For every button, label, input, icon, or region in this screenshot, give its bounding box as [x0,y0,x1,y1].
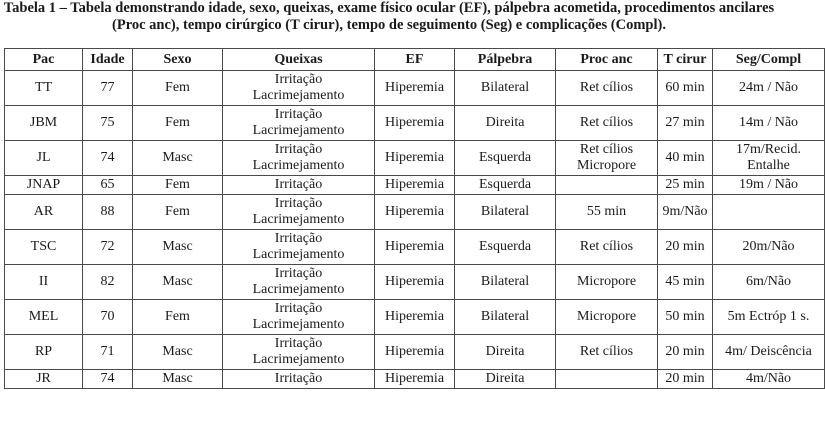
table-row [5,71,825,106]
cell-t-cirur: 25 min [658,176,713,195]
cell-proc-anc: Ret cílios [556,71,658,106]
cell-queixas: Irritação Lacrimejamento [223,71,375,106]
cell-sexo: Fem [133,71,223,106]
cell-sexo: Masc [133,335,223,370]
cell-sexo: Masc [133,265,223,300]
cell-t-cirur: 50 min [658,300,713,335]
column-header-sexo: Sexo [133,49,223,71]
cell-queixas: Irritação Lacrimejamento [223,335,375,370]
cell-proc-anc: Ret cílios [556,335,658,370]
cell-seg-compl: 14m / Não [713,106,825,141]
cell-sexo: Fem [133,106,223,141]
cell-seg-compl: 4m/Não [713,370,825,389]
cell-idade: 88 [83,195,133,230]
cell-idade: 65 [83,176,133,195]
table-row [5,176,825,195]
data-table [4,48,825,389]
cell-t-cirur: 45 min [658,265,713,300]
table-row [5,370,825,389]
table-caption [0,0,778,34]
cell-palpebra: Bilateral [455,195,556,230]
table-row [5,335,825,370]
cell-proc-anc [556,370,658,389]
cell-ef: Hiperemia [375,71,455,106]
cell-ef: Hiperemia [375,230,455,265]
column-header-seg-compl: Seg/Compl [713,49,825,71]
cell-idade: 82 [83,265,133,300]
table-row [5,230,825,265]
column-header-t-cirur: T cirur [658,49,713,71]
cell-seg-compl [713,195,825,230]
cell-proc-anc: Ret cílios [556,230,658,265]
table-row [5,300,825,335]
cell-ef: Hiperemia [375,265,455,300]
table-row [5,195,825,230]
cell-proc-anc: Ret cílios [556,106,658,141]
cell-pac: RP [5,335,83,370]
cell-palpebra: Bilateral [455,71,556,106]
cell-palpebra: Esquerda [455,141,556,176]
cell-t-cirur: 20 min [658,230,713,265]
cell-ef: Hiperemia [375,195,455,230]
caption-line-1: Tabela 1 – Tabela demonstrando idade, sexo, queixas, exame físico ocular (EF), pálpebra acometida, procedimentos ancilares [3,0,775,16]
cell-idade: 75 [83,106,133,141]
cell-queixas: Irritação [223,370,375,389]
cell-ef: Hiperemia [375,106,455,141]
cell-ef: Hiperemia [375,300,455,335]
cell-seg-compl: 5m Ectróp 1 s. [713,300,825,335]
cell-pac: AR [5,195,83,230]
cell-palpebra: Direita [455,370,556,389]
cell-sexo: Masc [133,230,223,265]
cell-queixas: Irritação [223,176,375,195]
cell-ef: Hiperemia [375,176,455,195]
cell-seg-compl: 4m/ Deiscência [713,335,825,370]
cell-t-cirur: 20 min [658,335,713,370]
cell-idade: 72 [83,230,133,265]
header-row [5,49,825,71]
cell-seg-compl: 19m / Não [713,176,825,195]
cell-pac: MEL [5,300,83,335]
cell-t-cirur: 27 min [658,106,713,141]
cell-idade: 74 [83,141,133,176]
cell-ef: Hiperemia [375,141,455,176]
cell-idade: 71 [83,335,133,370]
cell-queixas: Irritação Lacrimejamento [223,300,375,335]
cell-queixas: Irritação Lacrimejamento [223,141,375,176]
column-header-ef: EF [375,49,455,71]
cell-queixas: Irritação Lacrimejamento [223,230,375,265]
table-row [5,141,825,176]
cell-proc-anc: Ret cílios Micropore [556,141,658,176]
column-header-pac: Pac [5,49,83,71]
cell-palpebra: Direita [455,335,556,370]
cell-idade: 70 [83,300,133,335]
cell-palpebra: Direita [455,106,556,141]
cell-t-cirur: 9m/Não [658,195,713,230]
cell-pac: TT [5,71,83,106]
cell-palpebra: Esquerda [455,230,556,265]
cell-ef: Hiperemia [375,370,455,389]
cell-t-cirur: 40 min [658,141,713,176]
cell-idade: 77 [83,71,133,106]
cell-pac: JL [5,141,83,176]
cell-palpebra: Bilateral [455,265,556,300]
cell-seg-compl: 24m / Não [713,71,825,106]
column-header-idade: Idade [83,49,133,71]
cell-sexo: Masc [133,370,223,389]
cell-proc-anc: Micropore [556,300,658,335]
cell-pac: JNAP [5,176,83,195]
cell-sexo: Fem [133,195,223,230]
cell-pac: JBM [5,106,83,141]
cell-queixas: Irritação Lacrimejamento [223,195,375,230]
cell-proc-anc [556,176,658,195]
caption-line-2: (Proc anc), tempo cirúrgico (T cirur), tempo de seguimento (Seg) e complicações (Compl). [112,17,666,33]
cell-ef: Hiperemia [375,335,455,370]
table-row [5,265,825,300]
cell-palpebra: Esquerda [455,176,556,195]
cell-sexo: Fem [133,300,223,335]
cell-queixas: Irritação Lacrimejamento [223,265,375,300]
cell-proc-anc: Micropore [556,265,658,300]
cell-seg-compl: 6m/Não [713,265,825,300]
cell-queixas: Irritação Lacrimejamento [223,106,375,141]
cell-pac: TSC [5,230,83,265]
cell-sexo: Masc [133,141,223,176]
cell-palpebra: Bilateral [455,300,556,335]
cell-t-cirur: 20 min [658,370,713,389]
cell-pac: JR [5,370,83,389]
column-header-palpebra: Pálpebra [455,49,556,71]
cell-seg-compl: 17m/Recid. Entalhe [713,141,825,176]
cell-seg-compl: 20m/Não [713,230,825,265]
cell-proc-anc: 55 min [556,195,658,230]
cell-sexo: Fem [133,176,223,195]
cell-pac: II [5,265,83,300]
column-header-proc-anc: Proc anc [556,49,658,71]
cell-idade: 74 [83,370,133,389]
table-row [5,106,825,141]
cell-t-cirur: 60 min [658,71,713,106]
column-header-queixas: Queixas [223,49,375,71]
